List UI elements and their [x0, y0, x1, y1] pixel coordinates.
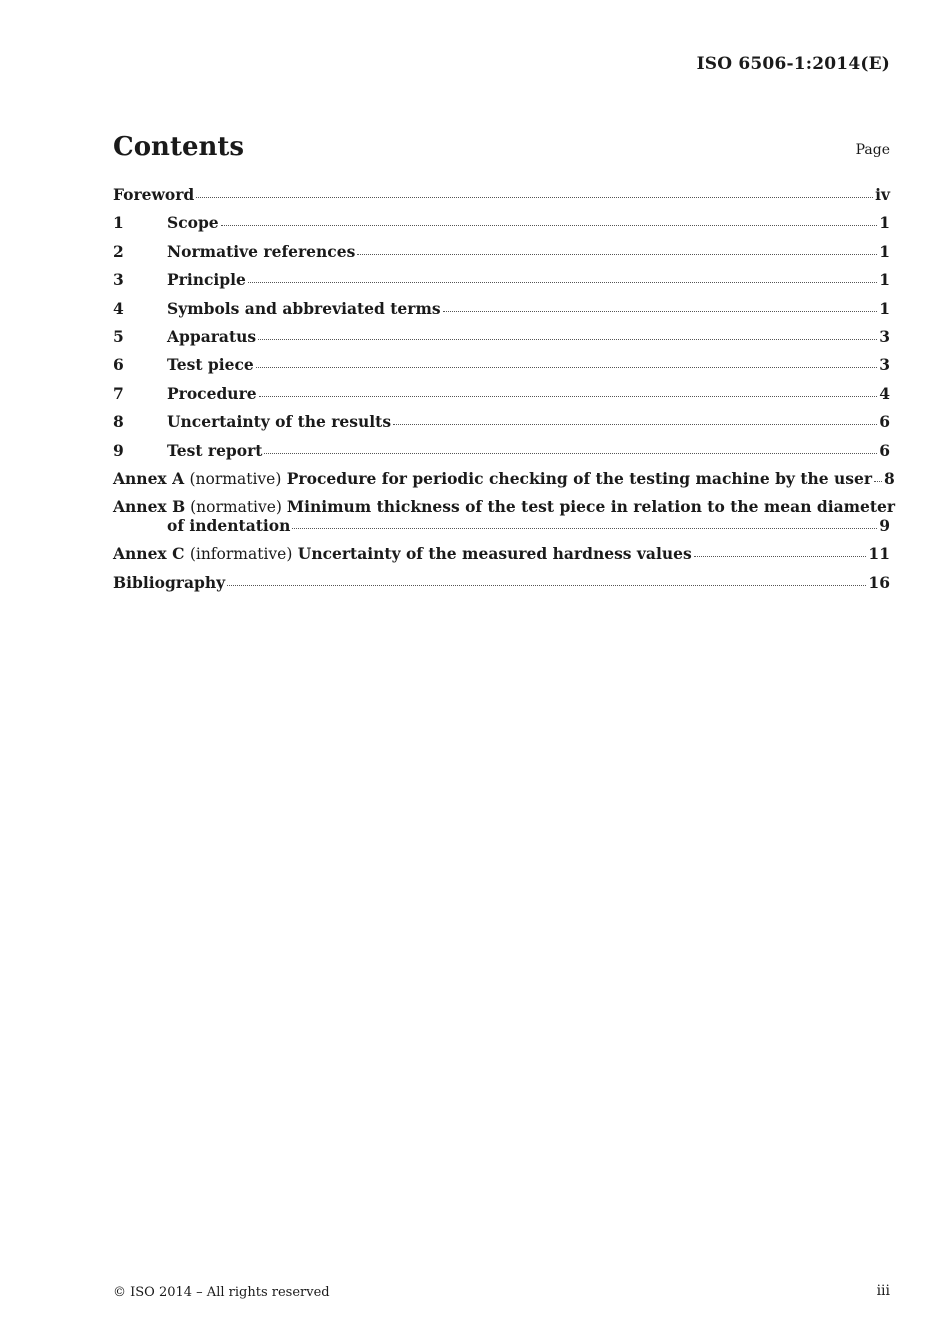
toc-page: 1	[879, 270, 890, 290]
dot-leader	[393, 423, 877, 425]
toc-entry-section[interactable]	[113, 270, 890, 298]
annex-title-line2	[113, 516, 890, 544]
toc-page: 16	[868, 572, 890, 592]
dot-leader	[357, 253, 877, 255]
annex-title: Procedure for periodic checking of the testing machine by the user	[286, 468, 873, 488]
annex-title: Uncertainty of the measured hardness values	[297, 544, 692, 564]
annex-title-continued: of indentation	[167, 516, 291, 536]
toc-number: 7	[113, 383, 124, 403]
dot-leader	[227, 584, 866, 586]
dot-leader	[256, 366, 877, 368]
toc-number: 6	[113, 355, 124, 375]
toc-entry-foreword[interactable]	[113, 185, 890, 213]
toc-page: 11	[868, 544, 890, 564]
toc-entry-section[interactable]	[113, 412, 890, 440]
dot-leader	[443, 310, 878, 312]
annex-kind: (normative)	[190, 498, 282, 517]
annex-kind: (informative)	[189, 545, 293, 564]
toc-number: 3	[113, 270, 124, 290]
toc-page: 1	[879, 213, 890, 233]
page-column-label: Page	[855, 142, 890, 158]
toc-title: Procedure	[167, 383, 257, 403]
toc-title: Test piece	[167, 355, 254, 375]
toc-entry-section[interactable]	[113, 384, 890, 412]
annex-title: Minimum thickness of the test piece in relation to the mean diameter	[286, 497, 896, 517]
toc-entry-annex-a[interactable]	[113, 468, 895, 497]
toc-page: 8	[884, 468, 895, 488]
document-id: ISO 6506-1:2014(E)	[696, 54, 890, 74]
page-number: iii	[876, 1283, 890, 1299]
toc-entry-annex-c[interactable]	[113, 544, 890, 572]
toc-number: 9	[113, 440, 124, 460]
toc-title: Bibliography	[113, 572, 226, 592]
toc-page: 9	[879, 516, 890, 536]
dot-leader	[694, 555, 867, 557]
toc-title: Foreword	[113, 185, 195, 204]
toc-page: 1	[879, 298, 890, 318]
toc-title: Scope	[167, 213, 219, 233]
toc-title: Normative references	[167, 241, 356, 261]
annex-label: Annex B	[113, 497, 186, 517]
toc-number: 4	[113, 298, 124, 318]
toc-page: 6	[879, 412, 890, 432]
toc-title: Symbols and abbreviated terms	[167, 298, 441, 318]
dot-leader	[292, 527, 877, 529]
contents-heading: Contents	[113, 132, 245, 162]
toc-title: Test report	[167, 440, 263, 460]
dot-leader	[221, 224, 878, 226]
toc-entry-section[interactable]	[113, 327, 890, 355]
toc-number: 8	[113, 412, 124, 432]
table-of-contents	[113, 185, 896, 601]
toc-number: 5	[113, 326, 124, 346]
dot-leader	[874, 480, 882, 482]
toc-entry-annex-b[interactable]	[113, 497, 896, 544]
copyright-notice: © ISO 2014 – All rights reserved	[113, 1285, 330, 1300]
toc-entry-section[interactable]	[113, 213, 890, 241]
toc-title: Apparatus	[167, 326, 257, 346]
toc-entry-section[interactable]	[113, 441, 890, 469]
annex-kind: (normative)	[189, 469, 282, 488]
toc-number: 2	[113, 241, 124, 261]
toc-page: iv	[875, 185, 890, 204]
toc-page: 4	[879, 383, 890, 403]
dot-leader	[248, 281, 877, 283]
annex-title-group	[113, 544, 692, 563]
toc-entry-section[interactable]	[113, 299, 890, 327]
toc-page: 1	[879, 241, 890, 261]
toc-page: 3	[879, 326, 890, 346]
toc-page: 6	[879, 440, 890, 460]
toc-title: Principle	[167, 270, 246, 290]
toc-entry-section[interactable]	[113, 242, 890, 270]
annex-label: Annex A	[113, 468, 185, 488]
dot-leader	[258, 338, 877, 340]
toc-title: Uncertainty of the results	[167, 412, 392, 432]
toc-entry-bibliography[interactable]	[113, 573, 890, 601]
annex-title-group	[113, 469, 872, 488]
annex-title-line1	[113, 497, 896, 517]
toc-page: 3	[879, 355, 890, 375]
toc-number: 1	[113, 213, 124, 233]
annex-label: Annex C	[113, 544, 185, 564]
dot-leader	[264, 452, 877, 454]
toc-entry-section[interactable]	[113, 355, 890, 383]
dot-leader	[196, 196, 873, 198]
dot-leader	[259, 395, 878, 397]
